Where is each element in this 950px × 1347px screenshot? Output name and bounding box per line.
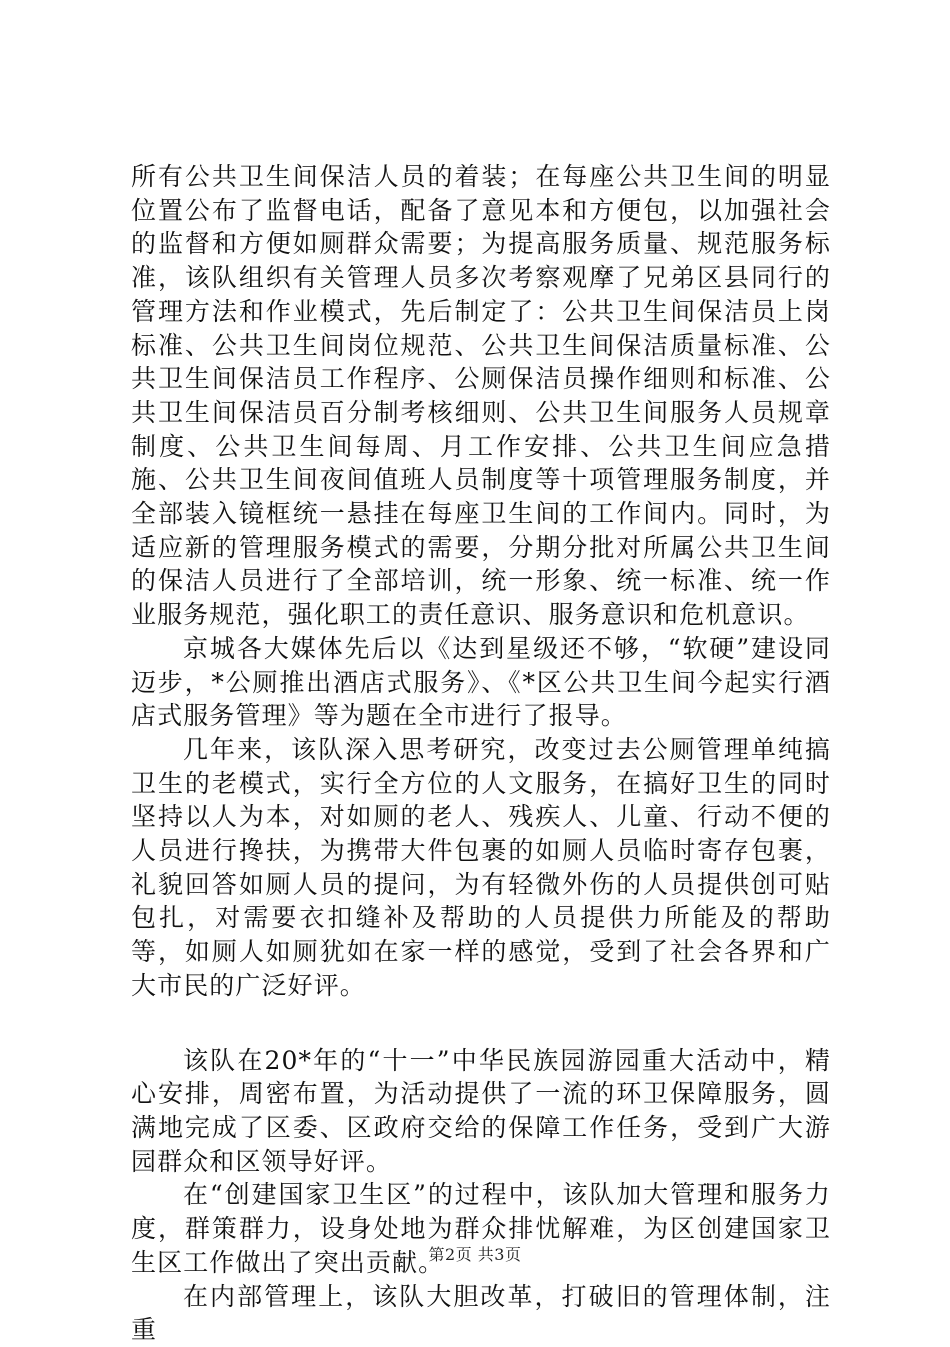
paragraph-5: 在“创建国家卫生区”的过程中，该队加大管理和服务力度，群策群力，设身处地为群众排忧解难，为区创建国家卫生区工作做出了突出贡献。: [131, 1180, 831, 1277]
paragraph-1: 所有公共卫生间保洁人员的着装；在每座公共卫生间的明显位置公布了监督电话，配备了意见本和方便包，以加强社会的监督和方便如厕群众需要；为提高服务质量、规范服务标准，该队组织有关管理人员多次考察观摩了兄弟区县同行的管理方法和作业模式，先后制定了：公共卫生间保洁员上岗标准、公共卫生间岗位规范、公共卫生间保洁质量标准、公共卫生间保洁员工作程序、公厕保洁员操作细则和标准、公共卫生间保洁员百分制考核细则、公共卫生间服务人员规章制度、公共卫生间每周、月工作安排、公共卫生间应急措施、公共卫生间夜间值班人员制度等十项管理服务制度，并全部装入镜框统一悬挂在每座卫生间的工作间内。同时，为适应新的管理服务模式的需要，分期分批对所属公共卫生间的保洁人员进行了全部培训，统一形象、统一标准、统一作业服务规范，强化职工的责任意识、服务意识和危机意识。: [131, 162, 831, 630]
paragraph-2: 京城各大媒体先后以《达到星级还不够，“软硬”建设同迈步，*公厕推出酒店式服务》、《*区公共卫生间今起实行酒店式服务管理》等为题在全市进行了报导。: [131, 633, 831, 731]
paragraph-3: 几年来，该队深入思考研究，改变过去公厕管理单纯搞卫生的老模式，实行全方位的人文服务，在搞好卫生的同时坚持以人为本，对如厕的老人、残疾人、儿童、行动不便的人员进行搀扶，为携带大件包裹的如厕人员临时寄存包裹，礼貌回答如厕人员的提问，为有轻微外伤的人员提供创可贴包扎，对需要衣扣缝补及帮助的人员提供力所能及的帮助等，如厕人如厕犹如在家一样的感觉，受到了社会各界和广大市民的广泛好评。: [131, 734, 831, 1000]
paragraph-4: 该队在20*年的“十一”中华民族园游园重大活动中，精心安排，周密布置，为活动提供了一流的环卫保障服务，圆满地完成了区委、区政府交给的保障工作任务，受到广大游园群众和区领导好评。: [131, 1045, 831, 1176]
paragraph-gap: [131, 1003, 831, 1044]
paragraph-6: 在内部管理上，该队大胆改革，打破旧的管理体制，注重: [131, 1281, 831, 1345]
document-body: [131, 160, 831, 1347]
page-number-footer: 第2页 共3页: [428, 1245, 522, 1264]
